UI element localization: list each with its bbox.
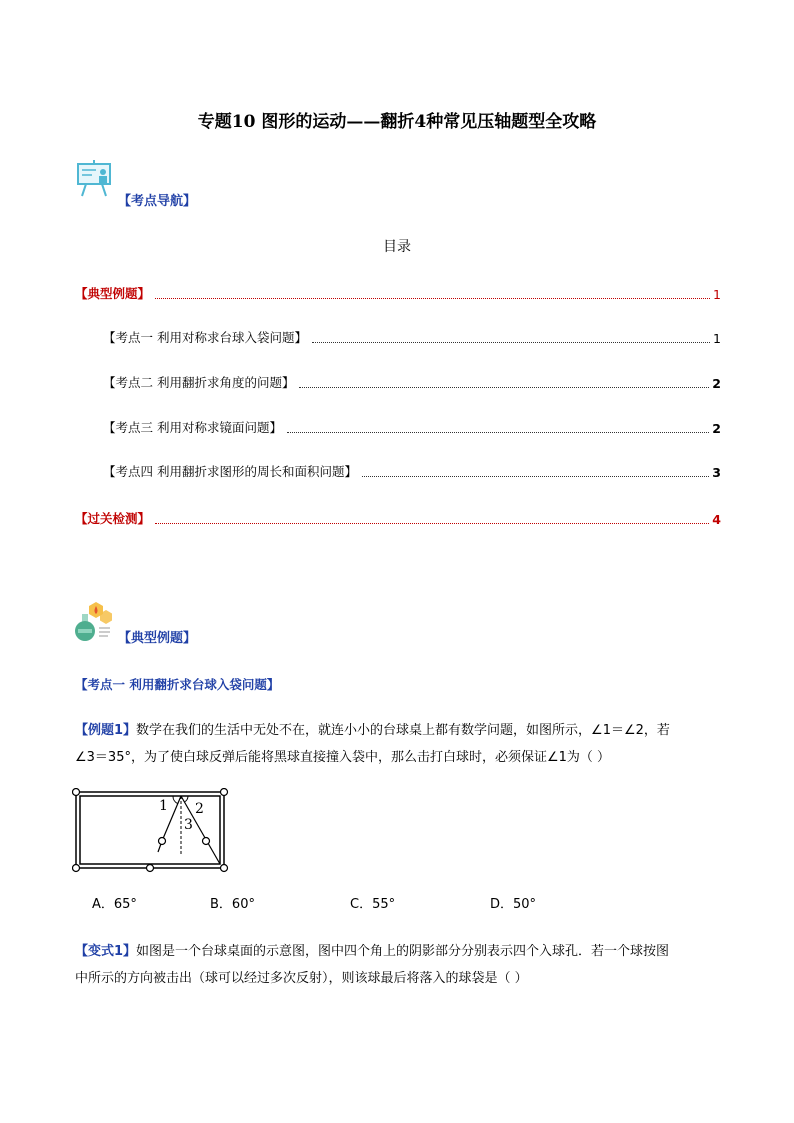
toc-item[interactable] [103, 328, 721, 346]
toc-item-page: 4 [712, 512, 721, 527]
toc-item-page: 2 [712, 421, 721, 436]
toc-heading: 目录 [383, 239, 411, 255]
angle-label: 3 [184, 817, 193, 833]
example-tag: 【例题1】 [75, 723, 137, 738]
toc-item-page: 1 [713, 331, 721, 346]
topic-label: 【考点一 利用翻折求台球入袋问题】 [75, 677, 280, 692]
example-question [75, 717, 725, 771]
question-text: 中所示的方向被击出（球可以经过多次反射），则该球最后将落入的球袋是（ ） [75, 971, 528, 986]
option-d[interactable]: D．50° [490, 897, 537, 912]
angle-label: 2 [195, 801, 204, 817]
toc-item[interactable] [103, 462, 721, 480]
toc-item-label: 【考点二 利用翻折求角度的问题】 [103, 375, 295, 390]
angle-label: 1 [159, 798, 168, 814]
toc-item-page: 1 [713, 287, 721, 302]
option-a[interactable]: A．65° [92, 897, 137, 912]
nav-label: 【考点导航】 [118, 194, 197, 209]
question-text: 数学在我们的生活中无处不在，就连小小的台球桌上都有数学问题，如图所示，∠1＝∠2，若 [136, 723, 670, 738]
presentation-board-icon [74, 158, 116, 200]
toc-item[interactable] [75, 509, 721, 527]
page-title: 专题10 图形的运动——翻折4种常见压轴题型全攻略 [197, 112, 597, 132]
variant-question [75, 938, 725, 992]
toc-item-label: 【考点一 利用对称求台球入袋问题】 [103, 330, 307, 345]
toc-leader [299, 386, 709, 388]
question-text: 如图是一个台球桌面的示意图，图中四个角上的阴影部分分别表示四个入球孔．若一个球按图 [136, 944, 670, 959]
flask-icon [72, 600, 114, 642]
toc-item[interactable] [103, 373, 721, 391]
toc-item-label: 【典型例题】 [75, 286, 151, 301]
toc-item[interactable] [75, 284, 721, 302]
variant-tag: 【变式1】 [75, 944, 137, 959]
toc-item-label: 【考点三 利用对称求镜面问题】 [103, 420, 282, 435]
option-c[interactable]: C．55° [350, 897, 396, 912]
toc-item-label: 【过关检测】 [75, 511, 151, 526]
toc-leader [362, 475, 709, 477]
toc-leader [312, 341, 710, 343]
section-label: 【典型例题】 [118, 631, 197, 646]
question-text: ∠3＝35°，为了使白球反弹后能将黑球直接撞入袋中，那么击打白球时，必须保证∠1为（ ） [75, 750, 611, 765]
toc-leader [287, 431, 709, 433]
toc-item-page: 2 [712, 376, 721, 391]
toc-item[interactable] [103, 418, 721, 436]
billiard-table-figure [72, 788, 232, 874]
toc-item-label: 【考点四 利用翻折求图形的周长和面积问题】 [103, 464, 357, 479]
option-b[interactable]: B．60° [210, 897, 255, 912]
toc-leader [155, 522, 709, 524]
toc-item-page: 3 [712, 465, 721, 480]
toc-leader [155, 297, 710, 299]
